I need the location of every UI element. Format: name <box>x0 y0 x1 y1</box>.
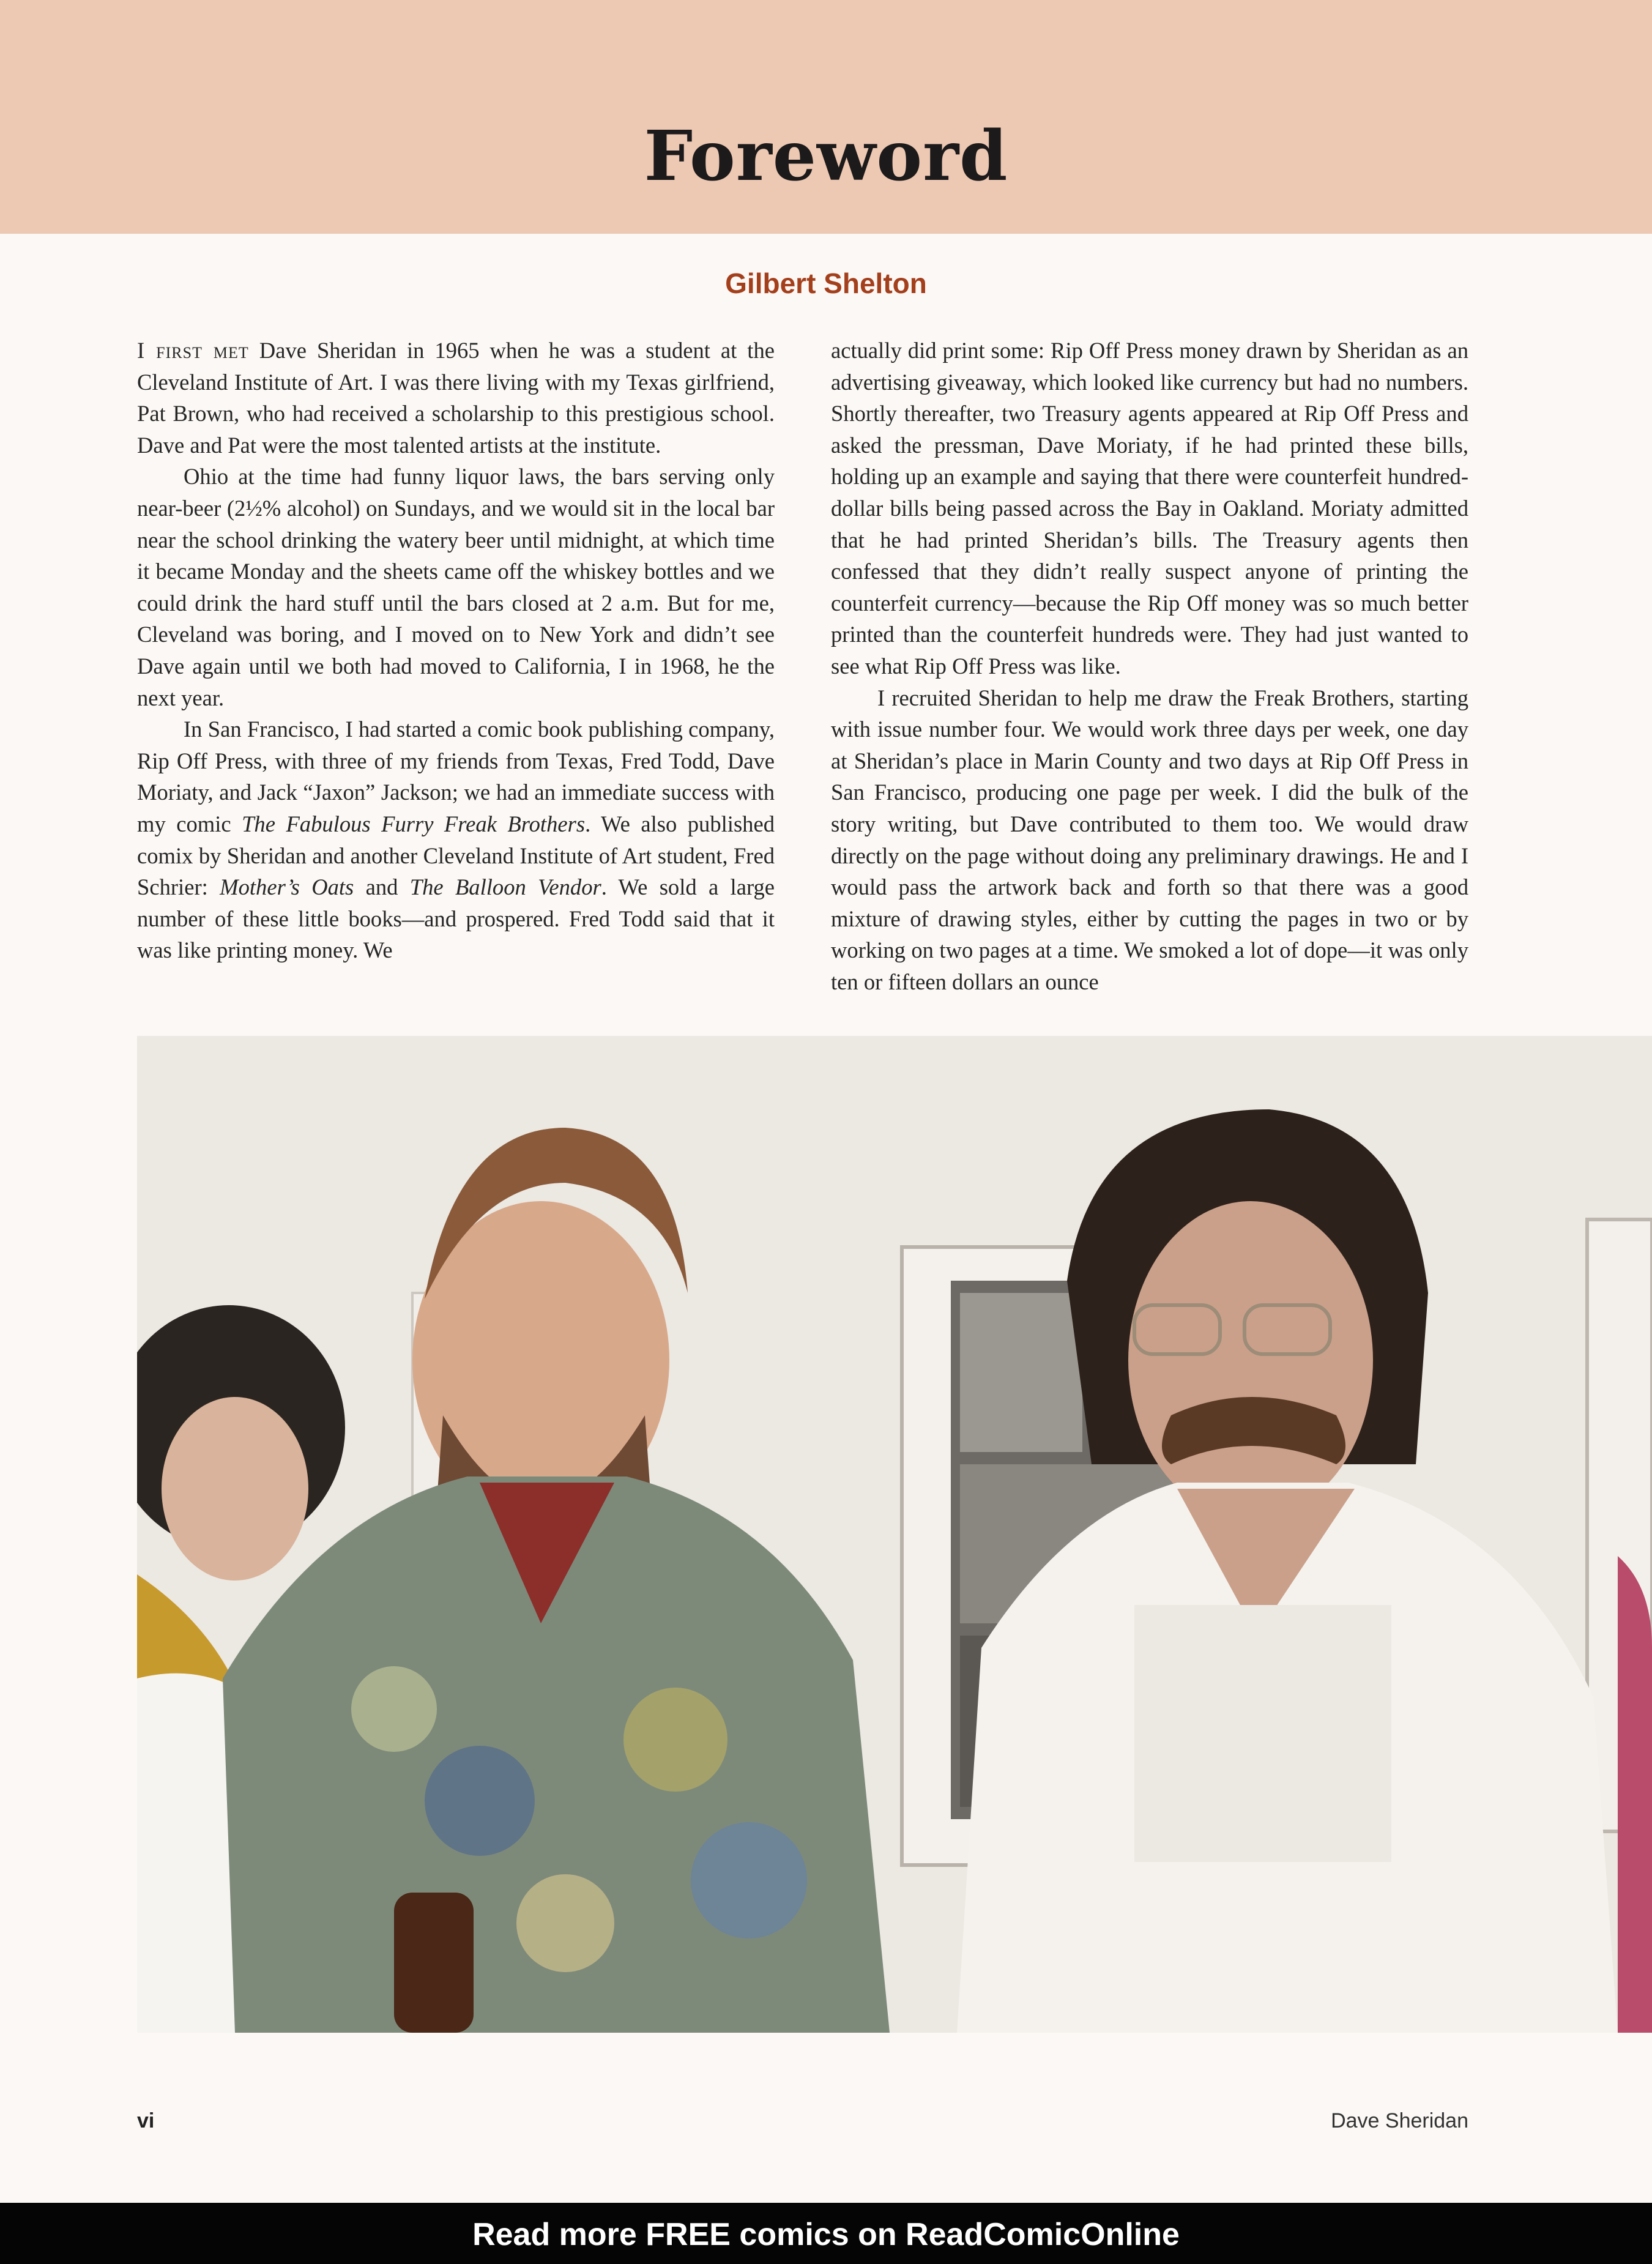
paragraph <box>137 713 775 966</box>
page-title: Foreword <box>644 116 1008 196</box>
paragraph-text: and <box>354 874 410 900</box>
text-column-right <box>831 335 1468 997</box>
book-title: Mother’s Oats <box>220 874 354 900</box>
book-title: The Fabulous Furry Freak Brothers <box>242 811 586 836</box>
photograph <box>137 1036 1652 2033</box>
promo-banner[interactable] <box>0 2203 1652 2264</box>
paragraph-text: . We also published comix by Sheridan and another Cleveland Institute of Art student, Fred Schrier: <box>137 811 775 900</box>
page-number: vi <box>137 2109 155 2132</box>
promo-banner-link[interactable]: Read more FREE comics on ReadComicOnline <box>472 2217 1180 2252</box>
paragraph-text: . We sold a large number of these little books—and prospered. Fred Todd said that it was like printing money. We <box>137 874 775 963</box>
author-byline: Gilbert Shelton <box>725 267 927 299</box>
paragraph-text: Dave Sheridan in 1965 when he was a student at the Cleveland Institute of Art. I was there living with my Texas girlfriend, Pat Brown, who had received a scholarship to this prestigious school. Dave and Pat were the most talented artists at the institute. <box>137 338 775 458</box>
paragraph <box>137 335 775 461</box>
lead-in-small-caps: I first met <box>137 338 249 363</box>
paragraph: I recruited Sheridan to help me draw the Freak Brothers, starting with issue number four. We would work three days per week, one day at Sheridan’s place in Marin County and two days at Rip Off Press in San Francisco, producing one page per week. I did the bulk of the story writing, but Dave contributed to them too. We would draw directly on the page without doing any preliminary drawings. He and I would pass the artwork back and forth so that there was a good mixture of drawing styles, either by cutting the pages in two or by working on two pages at a time. We smoked a lot of dope—it was only ten or fifteen dollars an ounce <box>831 685 1468 994</box>
text-column-left <box>137 335 775 966</box>
book-title: The Balloon Vendor <box>409 874 601 900</box>
paragraph-text: In San Francisco, I had started a comic book publishing company, Rip Off Press, with three of my friends from Texas, Fred Todd, Dave Moriaty, and Jack “Jaxon” Jackson; we had an immediate success with my comic <box>137 717 775 836</box>
paragraph: Ohio at the time had funny liquor laws, the bars serving only near-beer (2½% alcohol) on Sundays, and we would sit in the local bar near the school drinking the watery beer until midnight, at which time it became Monday and the sheets came off the whiskey bottles and we could drink the hard stuff until the bars closed at 2 a.m. But for me, Cleveland was boring, and I moved on to New York and didn’t see Dave again until we both had moved to California, I in 1968, he the next year. <box>137 464 775 710</box>
paragraph: actually did print some: Rip Off Press money drawn by Sheridan as an advertising giveaway, which looked like currency but had no numbers. Shortly thereafter, two Treasury agents appeared at Rip Off Press and asked the pressman, Dave Moriaty, if he had printed these bills, holding up an example and saying that there were counterfeit hundred-dollar bills being passed across the Bay in Oakland. Moriaty admitted that he had printed Sheridan’s bills. The Treasury agents then confessed that they didn’t really suspect anyone of printing the counterfeit currency—because the Rip Off money was so much better printed than the counterfeit hundreds were. They had just wanted to see what Rip Off Press was like. <box>831 338 1468 679</box>
running-title: Dave Sheridan <box>1331 2109 1468 2132</box>
photograph-icon <box>137 1036 1652 2033</box>
